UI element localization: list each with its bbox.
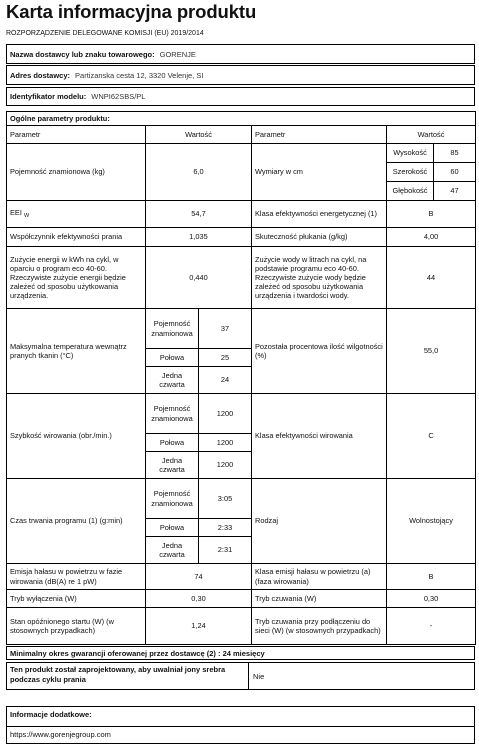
spin-half-label: Połowa: [146, 434, 199, 452]
moisture-label: Pozostała procentowa ilość wilgotności (%): [252, 309, 387, 394]
networked-standby-value: -: [387, 608, 476, 645]
general-heading: Ogólne parametry produktu:: [7, 112, 476, 126]
model-value: WNPI62SBS/PL: [91, 92, 146, 101]
standby-value: 0,30: [387, 590, 476, 608]
website-link[interactable]: https://www.gorenjegroup.com: [10, 730, 111, 739]
capacity-label: Pojemność znamionowa (kg): [7, 144, 146, 201]
eei-value: 54,7: [146, 201, 252, 228]
silver-ions-label: Ten produkt został zaprojektowany, aby uwalniał jony srebra podczas cyklu prania: [7, 663, 249, 689]
duration-label: Czas trwania programu (1) (g:min): [7, 479, 146, 564]
additional-info-label: Informacje dodatkowe:: [7, 707, 474, 727]
duration-half-value: 2:33: [199, 519, 252, 537]
delay-start-label: Stan opóźnionego startu (W) (w stosownych przypadkach): [7, 608, 146, 645]
model-label: Identyfikator modelu:: [10, 92, 87, 101]
water-use-label: Zużycie wody w litrach na cykl, na podstawie programu eco 40-60. Rzeczywiste zużycie wody będzie zależeć od sposobu użytkowania urządzenia i twardości wody.: [252, 247, 387, 309]
regulation-reference: ROZPORZĄDZENIE DELEGOWANE KOMISJI (EU) 2019/2014: [6, 30, 204, 37]
standby-label: Tryb czuwania (W): [252, 590, 387, 608]
dimensions-label: Wymiary w cm: [252, 144, 387, 201]
header-param-left: Parametr: [7, 126, 146, 144]
temperature-half-value: 25: [199, 349, 252, 367]
rinse-efficiency-label: Skuteczność płukania (g/kg): [252, 228, 387, 247]
temperature-quarter-label: Jedna czwarta: [146, 367, 199, 394]
header-param-right: Parametr: [252, 126, 387, 144]
address-row: [6, 65, 475, 85]
temperature-label: Maksymalna temperatura wewnątrz pranych tkanin (°C): [7, 309, 146, 394]
header-value-left: Wartość: [146, 126, 252, 144]
spin-quarter-label: Jedna czwarta: [146, 452, 199, 479]
duration-full-label: Pojemność znamionowa: [146, 479, 199, 519]
guarantee-row: [6, 646, 475, 660]
spin-quarter-value: 1200: [199, 452, 252, 479]
energy-class-value: B: [387, 201, 476, 228]
off-mode-label: Tryb wyłączenia (W): [7, 590, 146, 608]
temperature-half-label: Połowa: [146, 349, 199, 367]
additional-info: [6, 706, 475, 744]
temperature-full-label: Pojemność znamionowa: [146, 309, 199, 349]
general-parameters-table: [6, 111, 476, 645]
off-mode-value: 0,30: [146, 590, 252, 608]
noise-label: Emisja hałasu w powietrzu w fazie wirowania (dB(A) re 1 pW): [7, 564, 146, 590]
spin-class-value: C: [387, 394, 476, 479]
spin-class-label: Klasa efektywności wirowania: [252, 394, 387, 479]
energy-class-label: Klasa efektywności energetycznej (1): [252, 201, 387, 228]
rinse-efficiency-value: 4,00: [387, 228, 476, 247]
duration-half-label: Połowa: [146, 519, 199, 537]
capacity-value: 6,0: [146, 144, 252, 201]
delay-start-value: 1,24: [146, 608, 252, 645]
depth-value: 47: [434, 182, 476, 201]
type-value: Wolnostojący: [387, 479, 476, 564]
depth-label: Głębokość: [387, 182, 434, 201]
spin-full-value: 1200: [199, 394, 252, 434]
water-use-value: 44: [387, 247, 476, 309]
duration-full-value: 3:05: [199, 479, 252, 519]
supplier-label: Nazwa dostawcy lub znaku towarowego:: [10, 49, 155, 59]
type-label: Rodzaj: [252, 479, 387, 564]
header-value-right: Wartość: [387, 126, 476, 144]
energy-use-label: Zużycie energii w kWh na cykl, w oparciu o program eco 40-60. Rzeczywiste zużycie energii będzie zależeć od sposobu użytkowania urządzenia.: [7, 247, 146, 309]
moisture-value: 55,0: [387, 309, 476, 394]
noise-value: 74: [146, 564, 252, 590]
width-value: 60: [434, 163, 476, 182]
guarantee-label: Minimalny okres gwarancji oferowanej przez dostawcę (2) :: [10, 649, 221, 658]
silver-ions-row: [6, 662, 475, 690]
address-label: Adres dostawcy:: [10, 70, 71, 80]
wash-efficiency-label: Współczynnik efektywności prania: [7, 228, 146, 247]
temperature-full-value: 37: [199, 309, 252, 349]
width-label: Szerokość: [387, 163, 434, 182]
height-value: 85: [434, 144, 476, 163]
guarantee-value: 24 miesięcy: [222, 649, 265, 658]
duration-quarter-label: Jedna czwarta: [146, 537, 199, 564]
height-label: Wysokość: [387, 144, 434, 163]
eei-label: EEI $_W$: [7, 201, 146, 228]
noise-class-label: Klasa emisji hałasu w powietrzu (a) (faza wirowania): [252, 564, 387, 590]
supplier-row: [6, 44, 475, 64]
page-title: Karta informacyjna produktu: [6, 1, 257, 22]
spin-half-value: 1200: [199, 434, 252, 452]
address-value: Partizanska cesta 12, 3320 Velenje, SI: [75, 70, 204, 80]
spin-full-label: Pojemność znamionowa: [146, 394, 199, 434]
model-row: [6, 87, 475, 106]
wash-efficiency-value: 1,035: [146, 228, 252, 247]
duration-quarter-value: 2:31: [199, 537, 252, 564]
networked-standby-label: Tryb czuwania przy podłączeniu do sieci (W) (w stosownych przypadkach): [252, 608, 387, 645]
temperature-quarter-value: 24: [199, 367, 252, 394]
supplier-value: GORENJE: [159, 49, 196, 59]
energy-use-value: 0,440: [146, 247, 252, 309]
noise-class-value: B: [387, 564, 476, 590]
spin-speed-label: Szybkość wirowania (obr./min.): [7, 394, 146, 479]
silver-ions-value: Nie: [253, 671, 265, 681]
